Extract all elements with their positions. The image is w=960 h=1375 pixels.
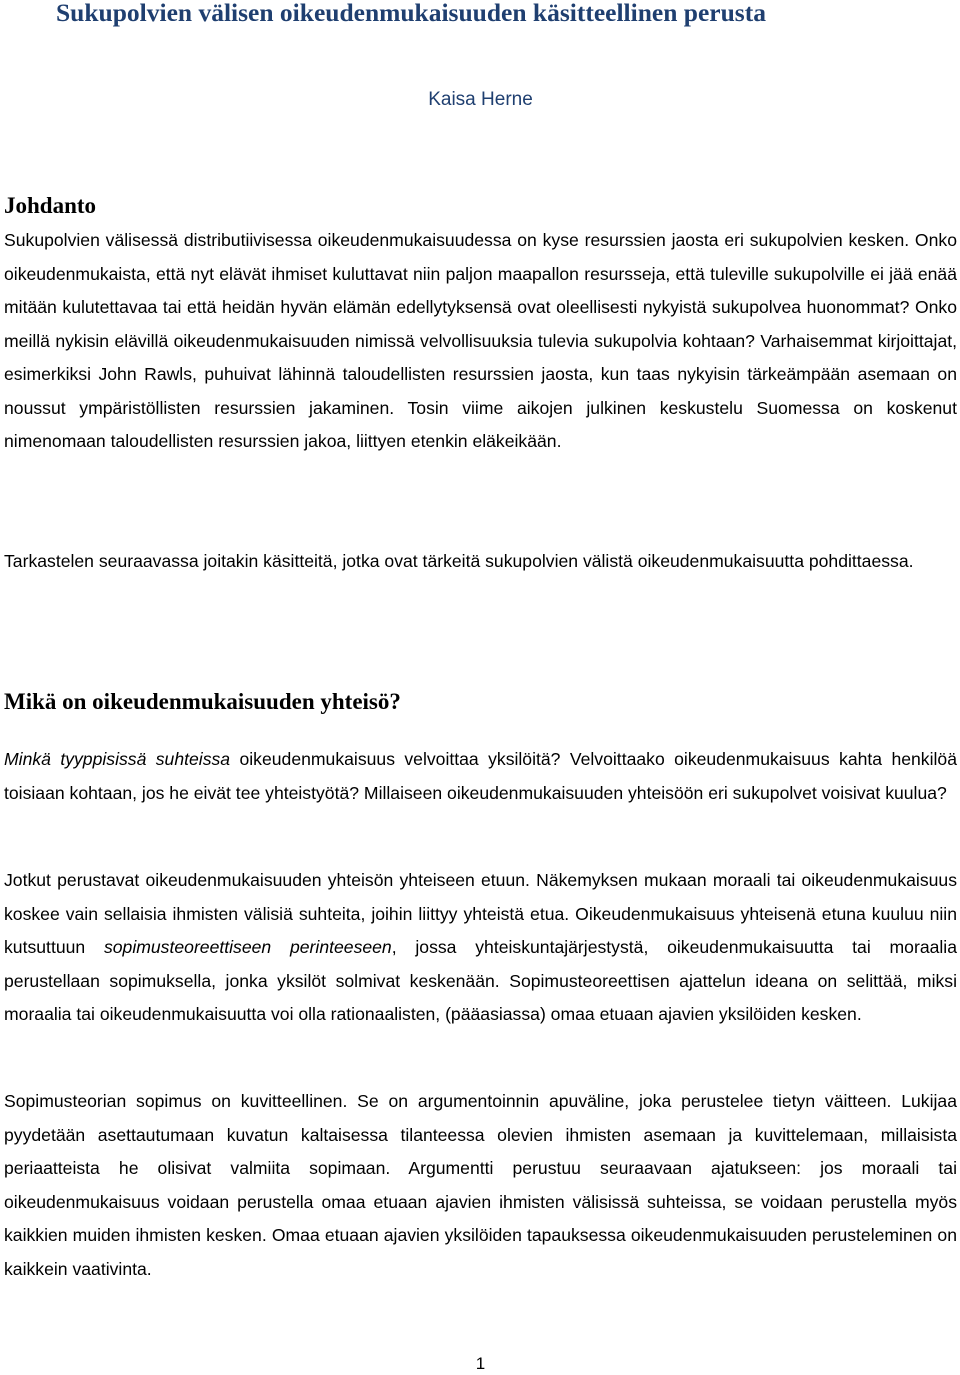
paragraph-community-3: Sopimusteorian sopimus on kuvitteellinen. Se on argumentoinnin apuväline, joka perustelee tietyn väitteen. Lukijaa pyydetään asettautumaan kuvatun kaltaisessa tilanteessa olevien ihmisten asemaan ja kuvittelemaan, millaisista periaatteista he olisivat valmiita sopimaan. Argumentti perustuu seuraavaan ajatukseen: jos moraali tai oikeudenmukaisuus voidaan perustella omaa etuaan ajavien ihmisten välisissä suhteissa, se voidaan perustella myös kaikkien muiden ihmisten kesken. Omaa etuaan ajavien yksilöiden tapauksessa oikeudenmukaisuuden perusteleminen on kaikkein vaativinta. [4,1091,957,1279]
paragraph-intro-1: Sukupolvien välisessä distributiivisessa oikeudenmukaisuudessa on kyse resurssien jaosta eri sukupolvien kesken. Onko oikeudenmukaista, että nyt elävät ihmiset kuluttavat niin paljon maapallon resursseja, että tuleville sukupolville ei jää enää mitään kulutettavaa tai että heidän hyvän elämän edellytyksensä ovat oleellisesti nykyistä sukupolvea huonommat? Onko meillä nykisin elävillä oikeudenmukaisuuden nimissä velvollisuuksia tulevia sukupolvia kohtaan? Varhaisemmat kirjoittajat, esimerkiksi John Rawls, puhuivat lähinnä taloudellisten resurssien jaosta, kun taas nykyisin tärkeämpään asemaan on noussut ympäristöllisten resurssien jakaminen. Tosin viime aikojen julkinen keskustelu Suomessa on koskenut nimenomaan taloudellisten resurssien jakoa, liittyen etenkin eläkeikään. [4,230,957,451]
section-heading-intro: Johdanto [4,193,97,218]
author-name: Kaisa Herne [428,89,533,110]
paragraph-text: Jotkut perustavat oikeudenmukaisuuden yhteisön yhteiseen etuun. Näkemyksen mukaan moraali tai oikeudenmukaisuus koskee vain sellaisia ihmisten välisiä suhteita, joihin liittyy yhteistä etua. Oikeudenmukaisuus yhteisenä etuna kuuluu niin kutsuttuun [4,870,957,957]
page-number: 1 [475,1354,486,1373]
paragraph-text: oikeudenmukaisuus velvoittaa yksilöitä? Velvoittaako oikeudenmukaisuus kahta henkilöä toisiaan kohtaan, jos he eivät tee yhteistyötä? Millaiseen oikeudenmukaisuuden yhteisöön eri sukupolvet voisivat kuulua? [4,749,957,803]
italic-term: sopimusteoreettiseen perinteeseen [103,937,392,957]
paragraph-text: , jossa yhteiskuntajärjestystä, oikeudenmukaisuutta tai moraalia perustellaan sopimuksella, jonka yksilöt solmivat keskenään. Sopimusteoreettisen ajattelun ideana on selittää, miksi moraalia tai oikeudenmukaisuutta voi olla rationaalisten, (pääasiassa) omaa etuaan ajavien yksilöiden kesken. [4,937,957,1024]
paragraph-community-2 [4,864,957,1032]
italic-phrase: Minkä tyyppisissä suhteissa [4,749,231,769]
paragraph-intro-2: Tarkastelen seuraavassa joitakin käsitteitä, jotka ovat tärkeitä sukupolvien välistä oikeudenmukaisuutta pohdittaessa. [4,551,914,571]
paragraph-community-1 [4,743,957,810]
document-title: Sukupolvien välisen oikeudenmukaisuuden käsitteellinen perusta [56,0,766,27]
section-heading-community: Mikä on oikeudenmukaisuuden yhteisö? [4,689,401,714]
